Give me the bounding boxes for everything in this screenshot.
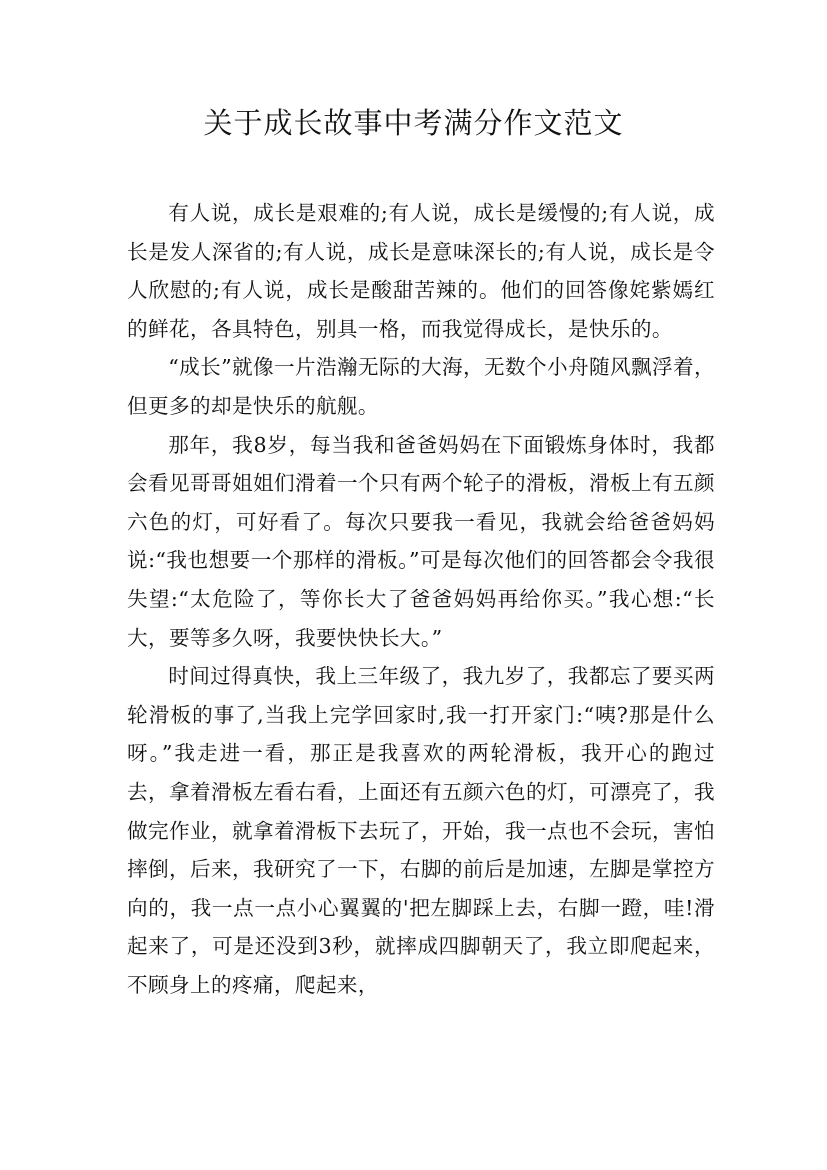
document-title: 关于成长故事中考满分作文范文 — [203, 106, 624, 140]
paragraph: “成长”就像一片浩瀚无际的大海，无数个小舟随风飘浮着，但更多的却是快乐的航舰。 — [127, 355, 715, 418]
paragraph: 时间过得真快，我上三年级了，我九岁了，我都忘了要买两轮滑板的事了,当我上完学回家时,我一打开家门:“咦?那是什么呀。”我走进一看，那正是我喜欢的两轮滑板，我开心的跑过去，拿着滑板左看右看，上面还有五颜六色的灯，可漂亮了，我做完作业，就拿着滑板下去玩了，开始，我一点也不会玩，害怕摔倒，后来，我研究了一下，右脚的前后是加速，左脚是掌控方向的，我一点一点小心翼翼的'把左脚踩上去，右脚一蹬，哇!滑起来了，可是还没到3秒，就摔成四脚朝天了，我立即爬起来，不顾身上的疼痛，爬起来， — [127, 664, 715, 997]
paragraph: 那年，我8岁，每当我和爸爸妈妈在下面锻炼身体时，我都会看见哥哥姐姐们滑着一个只有两个轮子的滑板，滑板上有五颜六色的灯，可好看了。每次只要我一看见，我就会给爸爸妈妈说:“我也想要一个那样的滑板。”可是每次他们的回答都会令我很失望:“太危险了，等你长大了爸爸妈妈再给你买。”我心想:“长大，要等多久呀，我要快快长大。” — [127, 432, 715, 650]
document-body — [127, 194, 715, 1004]
paragraph: 有人说，成长是艰难的;有人说，成长是缓慢的;有人说，成长是发人深省的;有人说，成长是意味深长的;有人说，成长是令人欣慰的;有人说，成长是酸甜苦辣的。他们的回答像姹紫嫣红的鲜花，各具特色，别具一格，而我觉得成长，是快乐的。 — [127, 201, 715, 341]
